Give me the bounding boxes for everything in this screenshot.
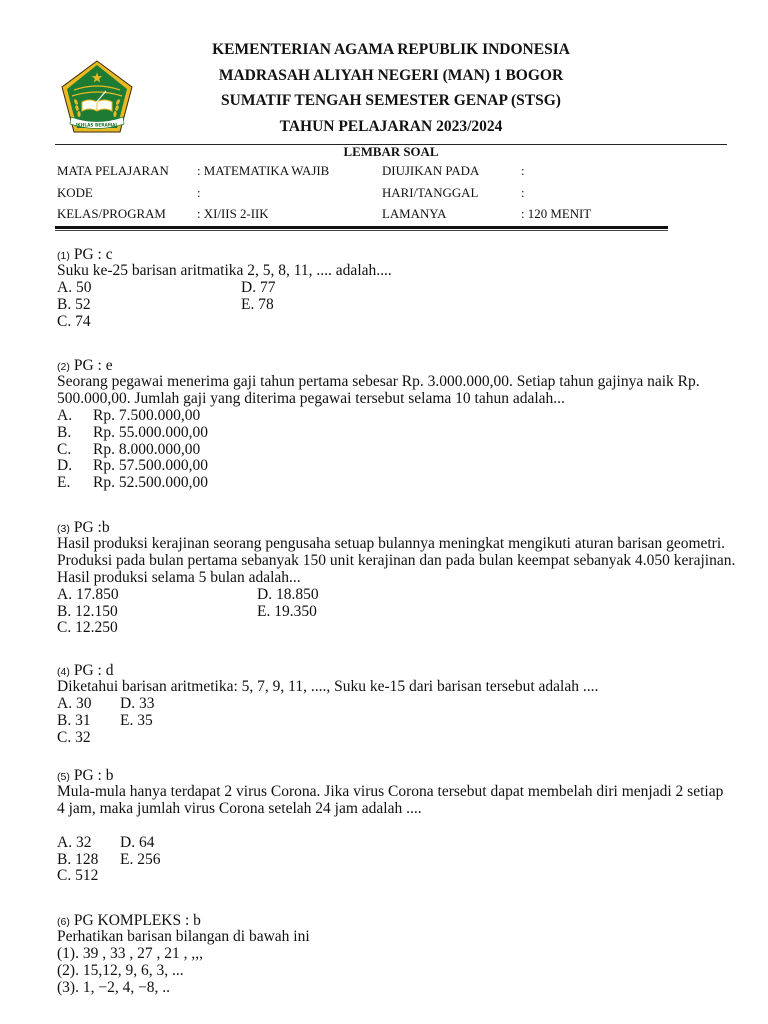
question-header bbox=[57, 520, 757, 537]
option-c bbox=[57, 868, 120, 885]
option-e bbox=[120, 852, 160, 869]
option-b bbox=[57, 604, 257, 621]
sequence-item: (1). 39 , 33 , 27 , 21 , ,,, bbox=[57, 945, 203, 963]
question-header bbox=[57, 358, 757, 375]
info-label: KODE bbox=[57, 185, 93, 200]
question-text: Diketahui barisan aritmetika: 5, 7, 9, 11, ...., Suku ke-15 dari barisan tersebut adalah .... bbox=[57, 678, 599, 696]
answer-key: PG : c bbox=[73, 245, 113, 263]
option-text: Rp. 7.500.000,00 bbox=[93, 406, 201, 424]
school-name: MADRASAH ALIYAH NEGERI (MAN) 1 BOGOR bbox=[218, 66, 564, 84]
option-c bbox=[57, 314, 241, 331]
option-row bbox=[57, 620, 757, 637]
option-label: D. bbox=[241, 279, 257, 297]
option-row bbox=[57, 297, 757, 314]
option-label: A. bbox=[57, 695, 73, 713]
option-label: B. bbox=[57, 423, 72, 441]
option-text: 50 bbox=[75, 279, 92, 297]
option-c bbox=[57, 620, 257, 637]
option-label: B. bbox=[57, 850, 72, 868]
option-e bbox=[120, 713, 153, 730]
option-text: 77 bbox=[259, 279, 276, 297]
option-a bbox=[57, 408, 757, 425]
option-a bbox=[57, 280, 241, 297]
option-label: E. bbox=[241, 295, 255, 313]
option-c bbox=[57, 730, 120, 747]
option-b bbox=[57, 852, 120, 869]
option-row bbox=[57, 587, 757, 604]
option-text: 128 bbox=[75, 850, 99, 868]
option-label: E. bbox=[57, 474, 71, 492]
option-label: D. bbox=[120, 833, 136, 851]
option-text: 31 bbox=[75, 711, 91, 729]
option-a bbox=[57, 696, 120, 713]
question-5 bbox=[57, 768, 757, 886]
option-text: 32 bbox=[75, 833, 92, 851]
sequence-item: (2). 15,12, 9, 6, 3, ... bbox=[57, 961, 184, 979]
question-header bbox=[57, 913, 757, 930]
question-header bbox=[57, 663, 757, 680]
info-label: KELAS/PROGRAM bbox=[57, 207, 166, 221]
exam-name: SUMATIF TENGAH SEMESTER GENAP (STSG) bbox=[221, 92, 561, 110]
option-label: D. bbox=[57, 457, 73, 475]
option-a bbox=[57, 587, 257, 604]
option-label: C. bbox=[57, 867, 72, 885]
exam-info-table bbox=[57, 161, 681, 226]
answer-key: PG : b bbox=[73, 766, 114, 784]
info-value: : XI/IIS 2-IIK bbox=[197, 207, 269, 221]
question-2 bbox=[57, 358, 757, 492]
info-value: : bbox=[521, 164, 525, 178]
info-label: MATA PELAJARAN bbox=[57, 164, 169, 178]
option-row bbox=[57, 835, 757, 852]
option-label: E. bbox=[120, 850, 134, 868]
question-1 bbox=[57, 247, 757, 331]
option-text: Rp. 57.500.000,00 bbox=[93, 457, 208, 475]
question-number: (4) bbox=[57, 665, 70, 678]
question-number: (5) bbox=[57, 770, 70, 783]
question-text: Hasil produksi selama 5 bulan adalah... bbox=[57, 568, 301, 586]
option-text: Rp. 8.000.000,00 bbox=[93, 440, 201, 458]
option-row bbox=[57, 852, 757, 869]
option-label: A. bbox=[57, 406, 73, 424]
option-e bbox=[257, 604, 317, 621]
option-text: 32 bbox=[75, 728, 91, 746]
option-label: A. bbox=[57, 585, 73, 603]
option-label: B. bbox=[57, 602, 72, 620]
option-text: 256 bbox=[137, 850, 161, 868]
question-text: Perhatikan barisan bilangan di bawah ini bbox=[57, 928, 310, 946]
option-row bbox=[57, 713, 757, 730]
question-number: (6) bbox=[57, 915, 70, 928]
option-text: 12.150 bbox=[75, 602, 118, 620]
question-number: (3) bbox=[57, 522, 70, 535]
info-label: DIUJIKAN PADA bbox=[382, 164, 480, 178]
option-row bbox=[57, 314, 757, 331]
question-6 bbox=[57, 913, 757, 997]
answer-key: PG :b bbox=[73, 518, 110, 536]
logo-banner-text: IKHLAS BERAMAL bbox=[75, 123, 119, 129]
option-text: Rp. 55.000.000,00 bbox=[93, 423, 208, 441]
info-value: : bbox=[521, 185, 525, 200]
option-label: C. bbox=[57, 312, 72, 330]
option-b bbox=[57, 425, 757, 442]
option-label: A. bbox=[57, 279, 73, 297]
option-text: 64 bbox=[138, 833, 155, 851]
option-row bbox=[57, 696, 757, 713]
option-text: 78 bbox=[258, 295, 274, 313]
option-label: E. bbox=[257, 602, 271, 620]
option-b bbox=[57, 297, 241, 314]
academic-year: TAHUN PELAJARAN 2023/2024 bbox=[279, 117, 503, 135]
option-e bbox=[241, 297, 274, 314]
option-text: 18.850 bbox=[275, 585, 319, 603]
option-text: Rp. 52.500.000,00 bbox=[93, 474, 208, 492]
answer-key: PG : e bbox=[73, 356, 113, 374]
option-text: 19.350 bbox=[274, 602, 317, 620]
question-text: Seorang pegawai menerima gaji tahun pertama sebesar Rp. 3.000.000,00. Setiap tahun gajinya naik Rp. bbox=[57, 373, 700, 391]
option-text: 512 bbox=[75, 867, 99, 885]
sequence-item: (3). 1, −2, 4, −8, .. bbox=[57, 978, 171, 996]
option-text: 17.850 bbox=[75, 585, 119, 603]
option-label: B. bbox=[57, 711, 72, 729]
ministry-name: KEMENTERIAN AGAMA REPUBLIK INDONESIA bbox=[212, 41, 570, 58]
info-value: : MATEMATIKA WAJIB bbox=[197, 164, 330, 178]
option-label: D. bbox=[257, 585, 273, 603]
option-label: B. bbox=[57, 295, 72, 313]
option-label: A. bbox=[57, 833, 73, 851]
question-3 bbox=[57, 520, 757, 638]
question-4 bbox=[57, 663, 757, 747]
option-row bbox=[57, 604, 757, 621]
option-c bbox=[57, 442, 757, 459]
question-text: Mula-mula hanya terdapat 2 virus Corona. Jika virus Corona tersebut dapat membelah diri menjadi 2 setiap bbox=[57, 783, 724, 801]
option-text: 33 bbox=[138, 695, 155, 713]
option-label: E. bbox=[120, 711, 134, 729]
option-a bbox=[57, 835, 120, 852]
question-text: Hasil produksi kerajinan seorang pengusaha setuap bulannya meningkat mengikuti aturan barisan geometri. bbox=[57, 535, 726, 553]
question-header bbox=[57, 247, 757, 264]
info-label: HARI/TANGGAL bbox=[382, 185, 479, 200]
option-text: 74 bbox=[75, 312, 91, 330]
option-row bbox=[57, 868, 757, 885]
question-number: (1) bbox=[57, 249, 70, 262]
question-header bbox=[57, 768, 757, 785]
option-label: D. bbox=[120, 695, 136, 713]
option-d bbox=[57, 458, 757, 475]
info-value: : 120 MENIT bbox=[521, 207, 592, 221]
option-d bbox=[120, 696, 154, 713]
option-b bbox=[57, 713, 120, 730]
option-e bbox=[57, 475, 757, 492]
option-d bbox=[257, 587, 319, 604]
question-text: Suku ke-25 barisan aritmatika 2, 5, 8, 11, .... adalah.... bbox=[57, 262, 392, 280]
info-divider bbox=[55, 226, 668, 231]
option-text: 35 bbox=[137, 711, 153, 729]
option-d bbox=[241, 280, 275, 297]
sheet-title: LEMBAR SOAL bbox=[343, 145, 439, 159]
question-text: 500.000,00. Jumlah gaji yang diterima pegawai tersebut selama 10 tahun adalah... bbox=[57, 390, 565, 408]
question-text: Produksi pada bulan pertama sebanyak 150 unit kerajinan dan pada bulan keempat sebanyak 4.050 kerajinan. bbox=[57, 552, 736, 570]
answer-key: PG KOMPLEKS : b bbox=[73, 911, 201, 929]
option-row bbox=[57, 730, 757, 747]
option-label: C. bbox=[57, 728, 72, 746]
info-value: : bbox=[197, 185, 201, 200]
option-text: 52 bbox=[75, 295, 91, 313]
question-number: (2) bbox=[57, 360, 70, 373]
option-d bbox=[120, 835, 154, 852]
blank-line bbox=[57, 818, 757, 835]
document-header bbox=[55, 37, 727, 139]
option-label: C. bbox=[57, 440, 72, 458]
answer-key: PG : d bbox=[73, 661, 114, 679]
option-label: C. bbox=[57, 619, 72, 637]
option-text: 30 bbox=[75, 695, 92, 713]
option-text: 12.250 bbox=[75, 619, 118, 637]
info-label: LAMANYA bbox=[382, 207, 447, 221]
option-row bbox=[57, 280, 757, 297]
question-text: 4 jam, maka jumlah virus Corona setelah 24 jam adalah .... bbox=[57, 800, 422, 818]
